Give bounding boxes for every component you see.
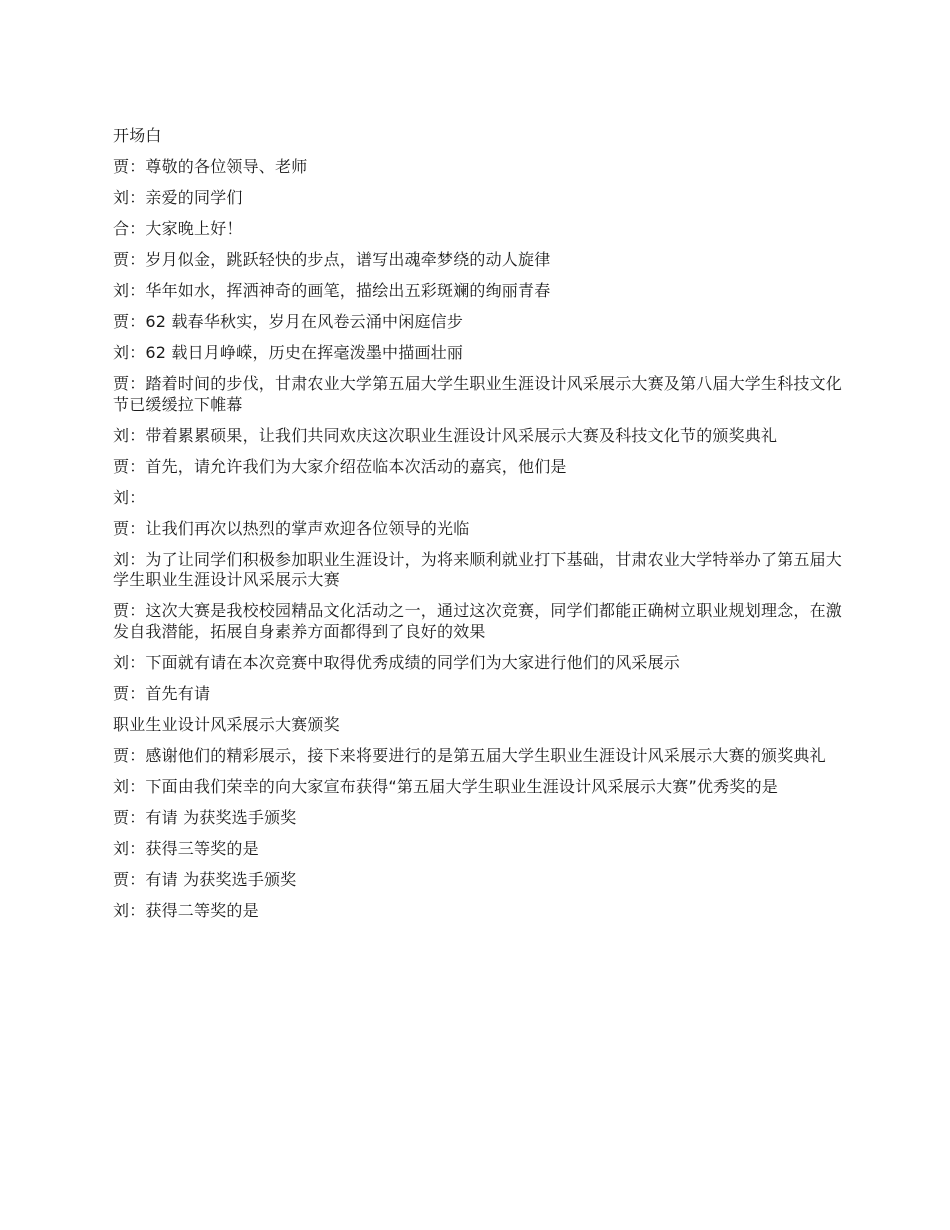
script-line: 贾：62 载春华秋实，岁月在风卷云涌中闲庭信步 [113,312,464,331]
section-heading-award: 职业生业设计风采展示大赛颁奖 [113,714,340,734]
script-line: 贾：踏着时间的步伐，甘肃农业大学第五届大学生职业生涯设计风采展示大赛及第八届大学生科技文化节已缓缓拉下帷幕 [113,374,843,414]
heading-opening: 开场白 [113,126,162,145]
script-line: 刘：获得二等奖的是 [113,900,259,920]
script-line: 合：大家晚上好！ [113,219,243,238]
script-line: 刘：62 载日月峥嵘，历史在挥毫泼墨中描画壮丽 [113,343,464,362]
script-line: 贾：这次大赛是我校校园精品文化活动之一，通过这次竞赛，同学们都能正确树立职业规划理念，在激发自我潜能，拓展自身素养方面都得到了良好的效果 [113,601,843,641]
script-line: 刘：带着累累硕果，让我们共同欢庆这次职业生涯设计风采展示大赛及科技文化节的颁奖典礼 [113,425,778,445]
script-line: 刘：华年如水，挥洒神奇的画笔，描绘出五彩斑斓的绚丽青春 [113,281,551,300]
script-line: 贾：让我们再次以热烈的掌声欢迎各位领导的光临 [113,518,470,538]
script-line: 贾：尊敬的各位领导、老师 [113,157,308,176]
script-line: 贾：岁月似金，跳跃轻快的步点，谱写出魂牵梦绕的动人旋律 [113,250,551,269]
script-line: 贾：有请 为获奖选手颁奖 [113,807,297,827]
script-line: 刘：亲爱的同学们 [113,188,243,207]
script-line: 刘：为了让同学们积极参加职业生涯设计，为将来顺利就业打下基础，甘肃农业大学特举办了第五届大学生职业生涯设计风采展示大赛 [113,549,843,589]
script-line: 贾：首先有请 [113,683,211,703]
script-line: 贾：首先，请允许我们为大家介绍莅临本次活动的嘉宾，他们是 [113,456,567,476]
script-line: 贾：感谢他们的精彩展示，接下来将要进行的是第五届大学生职业生涯设计风采展示大赛的颁奖典礼 [113,745,826,765]
document-body [113,126,843,932]
script-line: 刘：下面由我们荣幸的向大家宣布获得“第五届大学生职业生涯设计风采展示大赛”优秀奖的是 [113,776,778,796]
script-line: 刘：获得三等奖的是 [113,838,259,858]
script-line: 刘： [113,487,146,507]
script-line: 刘：下面就有请在本次竞赛中取得优秀成绩的同学们为大家进行他们的风采展示 [113,652,681,672]
script-line: 贾：有请 为获奖选手颁奖 [113,869,297,889]
